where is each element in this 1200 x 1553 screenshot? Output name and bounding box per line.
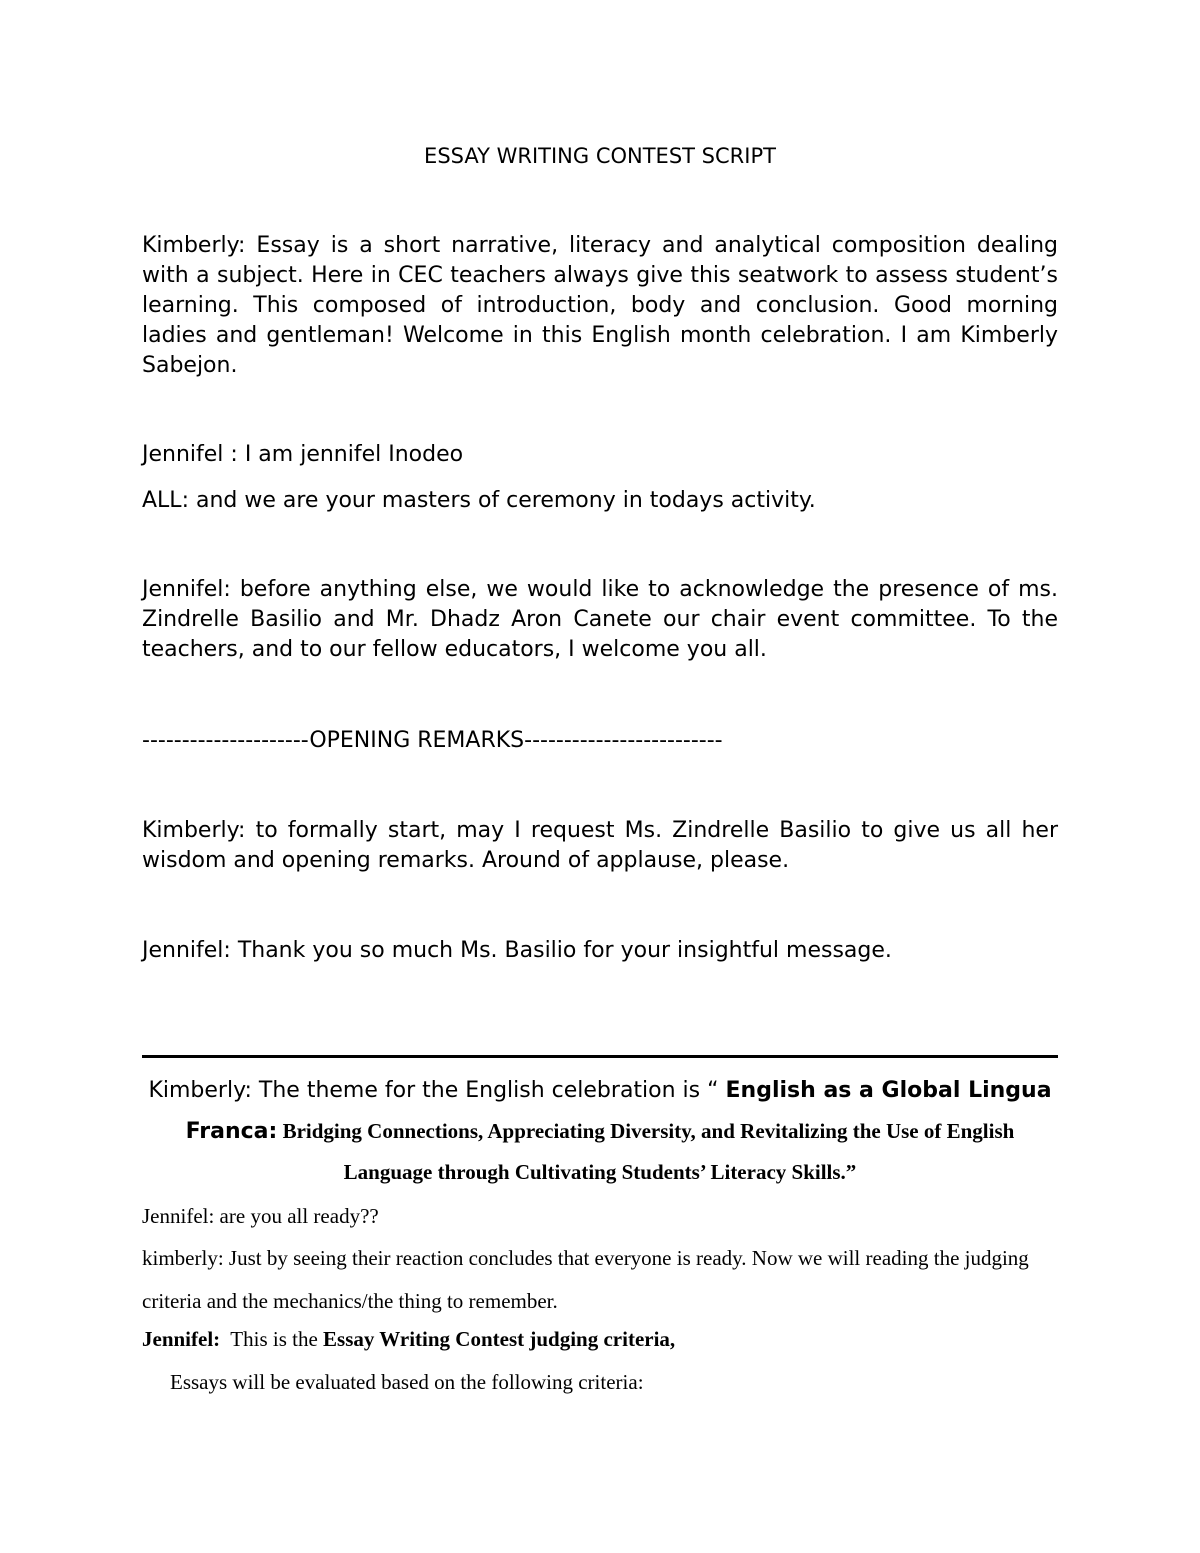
theme-prefix: Kimberly: The theme for the English celebration is “ bbox=[148, 1078, 726, 1103]
jennifel-thanks-line: Jennifel: Thank you so much Ms. Basilio for your insightful message. bbox=[142, 938, 892, 963]
theme-subtitle: Bridging Connections, Appreciating Diversity, and Revitalizing the Use of English Language through Cultivating Students’ Literacy Skills.” bbox=[277, 1119, 1015, 1184]
jennifel-criteria-text: This is the bbox=[220, 1327, 324, 1351]
evaluation-criteria-line: Essays will be evaluated based on the following criteria: bbox=[170, 1370, 644, 1394]
judging-criteria-label: Essay Writing Contest judging criteria, bbox=[323, 1327, 676, 1351]
jennifel-intro-line: Jennifel : I am jennifel Inodeo bbox=[142, 442, 464, 467]
kimberly-intro-paragraph: Kimberly: Essay is a short narrative, literacy and analytical composition dealing with a subject. Here in CEC teachers always give this seatwork to assess student’s learning. This composed of introduction, body and conclusion. Good morning ladies and gentleman! Welcome in this English month celebration. I am Kimberly Sabejon. bbox=[142, 233, 1058, 378]
kimberly-request-paragraph: Kimberly: to formally start, may I request Ms. Zindrelle Basilio to give us all her wisdom and opening remarks. Around of applause, please. bbox=[142, 818, 1058, 873]
document-title: ESSAY WRITING CONTEST SCRIPT bbox=[424, 144, 776, 168]
jennifel-acknowledge-paragraph: Jennifel: before anything else, we would like to acknowledge the presence of ms. Zindrelle Basilio and Mr. Dhadz Aron Canete our chair event committee. To the teachers, and to our fellow educators, I welcome you all. bbox=[142, 577, 1058, 662]
theme-bold-title: English as a Global Lingua Franca: bbox=[185, 1078, 1052, 1144]
theme-paragraph bbox=[142, 1071, 1058, 1193]
horizontal-rule bbox=[142, 1055, 1058, 1058]
jennifel-criteria-line bbox=[142, 1318, 1058, 1360]
opening-remarks-heading: ---------------------OPENING REMARKS------------------------- bbox=[142, 728, 723, 753]
all-line: ALL: and we are your masters of ceremony in todays activity. bbox=[142, 488, 816, 513]
jennifel-ready-line: Jennifel: are you all ready?? bbox=[142, 1204, 379, 1228]
kimberly-reaction-paragraph: kimberly: Just by seeing their reaction concludes that everyone is ready. Now we will reading the judging criteria and the mechanics/the thing to remember. bbox=[142, 1246, 1029, 1313]
jennifel-speaker-label: Jennifel: bbox=[142, 1327, 221, 1351]
